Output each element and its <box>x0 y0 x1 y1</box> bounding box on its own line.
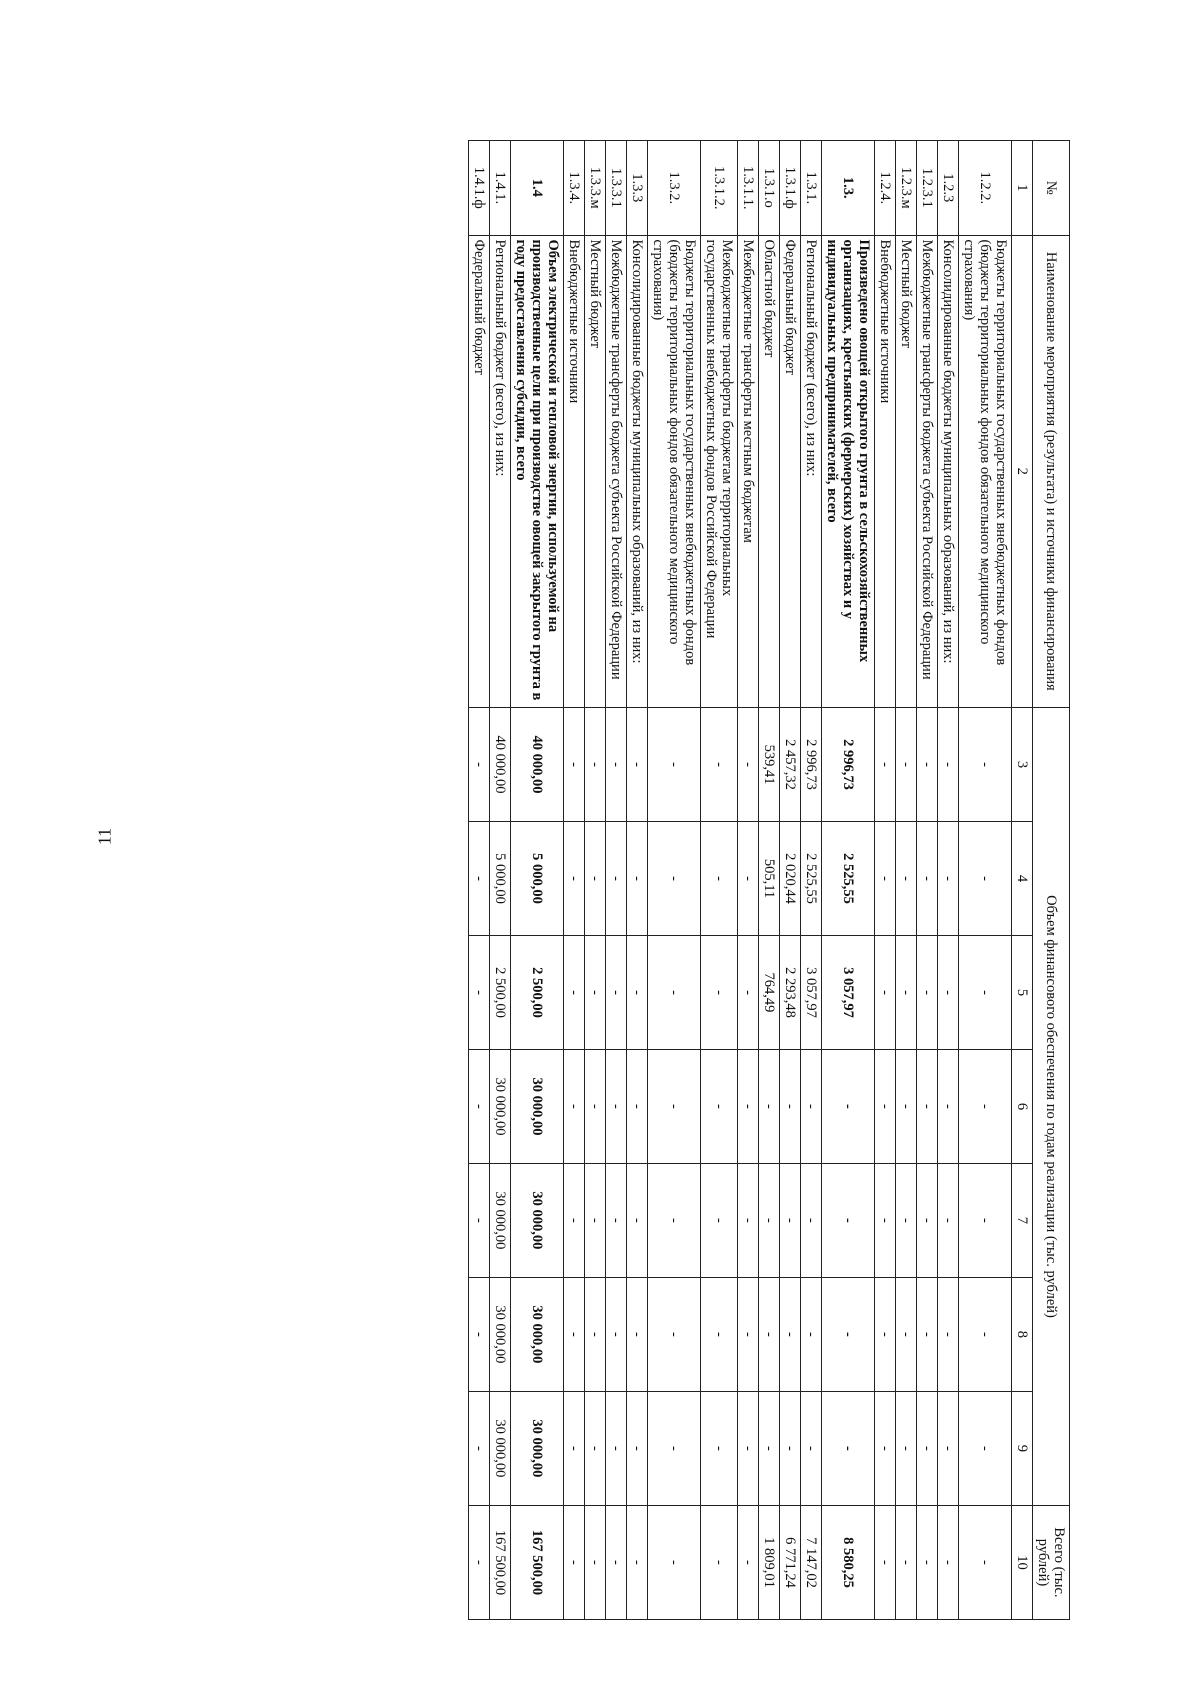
row-value: - <box>648 708 701 822</box>
row-code: 1.3.1.1. <box>738 141 759 236</box>
table-body <box>469 141 1033 1620</box>
row-value: - <box>896 1505 917 1619</box>
row-value: - <box>896 1277 917 1391</box>
row-value: - <box>585 936 606 1050</box>
table-row <box>822 141 875 1620</box>
row-value: - <box>469 1505 490 1619</box>
row-value: 2 996,73 <box>801 708 822 822</box>
row-value: 2 500,00 <box>511 936 564 1050</box>
row-value: - <box>738 1163 759 1277</box>
row-name: Областной бюджет <box>759 235 780 708</box>
row-name: Федеральный бюджет <box>780 235 801 708</box>
row-value: - <box>917 1277 938 1391</box>
row-value: - <box>938 1391 959 1505</box>
row-value: 30 000,00 <box>511 1277 564 1391</box>
row-value: - <box>564 1391 585 1505</box>
row-value: - <box>738 936 759 1050</box>
row-value: - <box>959 1277 1012 1391</box>
header-no: № <box>1033 141 1070 236</box>
row-value: - <box>627 708 648 822</box>
row-value: - <box>917 1163 938 1277</box>
row-name: Местный бюджет <box>896 235 917 708</box>
row-value: - <box>627 1505 648 1619</box>
row-value: - <box>648 1391 701 1505</box>
row-value: - <box>938 708 959 822</box>
row-value: 30 000,00 <box>511 1391 564 1505</box>
row-value: - <box>627 1277 648 1391</box>
row-name: Объем электрической и тепловой энергии, используемой на производственные цели при производстве овощей закрытого грунта в году предоставления субсидии, всего <box>511 235 564 708</box>
row-value: 2 020,44 <box>780 822 801 936</box>
row-value: - <box>917 822 938 936</box>
row-code: 1.2.3.1 <box>917 141 938 236</box>
row-name: Межбюджетные трансферты бюджетам территориальных государственных внебюджетных фондов Российской Федерации <box>701 235 738 708</box>
row-value: - <box>822 1163 875 1277</box>
row-value: 8 580,25 <box>822 1505 875 1619</box>
row-code: 1.2.2. <box>959 141 1012 236</box>
index-cell: 1 <box>1012 141 1033 236</box>
index-cell: 5 <box>1012 936 1033 1050</box>
row-code: 1.3.1.ф <box>780 141 801 236</box>
row-value: - <box>648 1049 701 1163</box>
index-cell: 4 <box>1012 822 1033 936</box>
column-index-row <box>1012 141 1033 1620</box>
row-value: - <box>469 1391 490 1505</box>
row-value: - <box>627 1391 648 1505</box>
row-value: - <box>917 1049 938 1163</box>
financing-table <box>468 140 1070 1620</box>
row-value: - <box>564 1277 585 1391</box>
row-value: 30 000,00 <box>511 1163 564 1277</box>
row-name: Внебюджетные источники <box>564 235 585 708</box>
row-value: - <box>938 1049 959 1163</box>
row-value: - <box>875 1505 896 1619</box>
row-value: - <box>875 708 896 822</box>
row-value: - <box>738 1505 759 1619</box>
table-row <box>875 141 896 1620</box>
row-value: - <box>780 1391 801 1505</box>
row-value: - <box>701 1163 738 1277</box>
row-value: - <box>469 822 490 936</box>
row-value: - <box>648 1505 701 1619</box>
row-value: 30 000,00 <box>490 1049 511 1163</box>
row-value: - <box>648 1277 701 1391</box>
row-code: 1.4.1.ф <box>469 141 490 236</box>
table-row <box>938 141 959 1620</box>
row-value: - <box>564 822 585 936</box>
row-value: - <box>938 1277 959 1391</box>
table-row <box>701 141 738 1620</box>
row-value: - <box>469 708 490 822</box>
row-value: 2 996,73 <box>822 708 875 822</box>
row-code: 1.4.1. <box>490 141 511 236</box>
row-value: - <box>822 1049 875 1163</box>
row-value: - <box>585 708 606 822</box>
table-row <box>738 141 759 1620</box>
row-value: - <box>701 822 738 936</box>
row-value: - <box>959 1163 1012 1277</box>
row-name: Внебюджетные источники <box>875 235 896 708</box>
row-value: - <box>875 1049 896 1163</box>
row-value: - <box>701 1277 738 1391</box>
row-code: 1.3. <box>822 141 875 236</box>
row-value: - <box>917 1391 938 1505</box>
row-value: 2 293,48 <box>780 936 801 1050</box>
row-code: 1.3.3 <box>627 141 648 236</box>
index-cell: 6 <box>1012 1049 1033 1163</box>
row-value: 167 500,00 <box>511 1505 564 1619</box>
row-value: - <box>780 1049 801 1163</box>
row-value: - <box>917 708 938 822</box>
row-value: 2 525,55 <box>822 822 875 936</box>
row-code: 1.3.4. <box>564 141 585 236</box>
row-value: - <box>564 1049 585 1163</box>
row-value: - <box>896 708 917 822</box>
row-value: - <box>606 1277 627 1391</box>
row-value: 539,41 <box>759 708 780 822</box>
row-value: 167 500,00 <box>490 1505 511 1619</box>
row-value: - <box>801 1277 822 1391</box>
row-value: - <box>585 1163 606 1277</box>
row-name: Межбюджетные трансферты бюджета субъекта Российской Федерации <box>606 235 627 708</box>
row-value: - <box>801 1163 822 1277</box>
row-value: - <box>627 1163 648 1277</box>
index-cell: 7 <box>1012 1163 1033 1277</box>
index-cell: 10 <box>1012 1505 1033 1619</box>
row-name: Консолидированные бюджеты муниципальных образований, из них: <box>938 235 959 708</box>
row-value: - <box>959 936 1012 1050</box>
row-code: 1.3.1.о <box>759 141 780 236</box>
row-value: 7 147,02 <box>801 1505 822 1619</box>
header-volume: Объем финансового обеспечения по годам реализации (тыс. рублей) <box>1033 708 1070 1506</box>
row-value: - <box>938 822 959 936</box>
row-value: - <box>585 1505 606 1619</box>
row-value: - <box>801 1391 822 1505</box>
table-row <box>585 141 606 1620</box>
table-row <box>648 141 701 1620</box>
row-value: - <box>938 1505 959 1619</box>
row-value: - <box>606 708 627 822</box>
row-value: - <box>822 1277 875 1391</box>
row-value: - <box>938 936 959 1050</box>
row-value: - <box>606 822 627 936</box>
row-name: Бюджеты территориальных государственных внебюджетных фондов (бюджеты территориальных фондов обязательного медицинского страхования) <box>959 235 1012 708</box>
row-name: Межбюджетные трансферты бюджета субъекта Российской Федерации <box>917 235 938 708</box>
row-name: Региональный бюджет (всего), из них: <box>801 235 822 708</box>
row-value: 30 000,00 <box>490 1277 511 1391</box>
row-value: - <box>648 1163 701 1277</box>
row-value: - <box>469 936 490 1050</box>
row-value: - <box>701 1391 738 1505</box>
row-value: - <box>959 1049 1012 1163</box>
row-value: - <box>917 936 938 1050</box>
row-value: - <box>627 1049 648 1163</box>
row-value: - <box>959 1505 1012 1619</box>
row-code: 1.2.3.м <box>896 141 917 236</box>
header-total: Всего (тыс. рублей) <box>1033 1505 1070 1619</box>
row-value: 2 500,00 <box>490 936 511 1050</box>
table-row <box>606 141 627 1620</box>
row-value: 2 457,32 <box>780 708 801 822</box>
row-value: 30 000,00 <box>511 1049 564 1163</box>
row-value: - <box>759 1277 780 1391</box>
row-code: 1.4 <box>511 141 564 236</box>
index-cell: 3 <box>1012 708 1033 822</box>
row-value: - <box>959 1391 1012 1505</box>
row-code: 1.3.1.2. <box>701 141 738 236</box>
row-value: - <box>606 1505 627 1619</box>
row-value: - <box>738 1277 759 1391</box>
table-row <box>469 141 490 1620</box>
header-row <box>1033 141 1070 1620</box>
row-value: - <box>896 1049 917 1163</box>
row-value: - <box>896 1391 917 1505</box>
index-cell: 9 <box>1012 1391 1033 1505</box>
row-value: 40 000,00 <box>490 708 511 822</box>
row-value: - <box>606 1163 627 1277</box>
row-value: 3 057,97 <box>801 936 822 1050</box>
row-value: - <box>780 1277 801 1391</box>
row-value: 505,11 <box>759 822 780 936</box>
row-value: - <box>759 1391 780 1505</box>
row-code: 1.3.2. <box>648 141 701 236</box>
row-value: - <box>585 822 606 936</box>
row-value: 30 000,00 <box>490 1163 511 1277</box>
row-value: - <box>822 1391 875 1505</box>
row-value: - <box>564 936 585 1050</box>
row-value: - <box>469 1163 490 1277</box>
row-value: - <box>875 822 896 936</box>
row-value: - <box>564 708 585 822</box>
row-value: 40 000,00 <box>511 708 564 822</box>
row-value: - <box>959 822 1012 936</box>
row-value: - <box>469 1049 490 1163</box>
row-value: - <box>606 1049 627 1163</box>
row-value: - <box>917 1505 938 1619</box>
row-value: 764,49 <box>759 936 780 1050</box>
row-code: 1.3.1. <box>801 141 822 236</box>
row-value: - <box>648 822 701 936</box>
row-value: - <box>469 1277 490 1391</box>
row-value: - <box>738 822 759 936</box>
row-value: - <box>701 936 738 1050</box>
row-name: Межбюджетные трансферты местным бюджетам <box>738 235 759 708</box>
table-row <box>511 141 564 1620</box>
row-value: 3 057,97 <box>822 936 875 1050</box>
row-value: - <box>875 936 896 1050</box>
table-row <box>959 141 1012 1620</box>
table-row <box>780 141 801 1620</box>
row-code: 1.3.3.м <box>585 141 606 236</box>
row-name: Произведено овощей открытого грунта в сельскохозяйственных организациях, крестьянских (фермерских) хозяйствах и у индивидуальных предпринимателей, всего <box>822 235 875 708</box>
page-number: 11 <box>94 827 115 846</box>
row-value: - <box>738 1049 759 1163</box>
row-value: - <box>959 708 1012 822</box>
row-value: 5 000,00 <box>490 822 511 936</box>
row-value: - <box>701 708 738 822</box>
row-value: 2 525,55 <box>801 822 822 936</box>
row-value: 5 000,00 <box>511 822 564 936</box>
row-value: - <box>875 1163 896 1277</box>
row-value: - <box>875 1277 896 1391</box>
row-value: - <box>627 822 648 936</box>
row-name: Федеральный бюджет <box>469 235 490 708</box>
row-value: - <box>585 1277 606 1391</box>
row-value: - <box>896 822 917 936</box>
row-value: - <box>606 1391 627 1505</box>
row-code: 1.2.3 <box>938 141 959 236</box>
row-value: 6 771,24 <box>780 1505 801 1619</box>
table-row <box>490 141 511 1620</box>
row-value: - <box>585 1049 606 1163</box>
table-row <box>801 141 822 1620</box>
row-value: - <box>627 936 648 1050</box>
row-value: - <box>759 1049 780 1163</box>
table-row <box>917 141 938 1620</box>
row-code: 1.3.3.1 <box>606 141 627 236</box>
row-value: - <box>648 936 701 1050</box>
table-row <box>627 141 648 1620</box>
row-value: - <box>738 708 759 822</box>
row-name: Консолидированные бюджеты муниципальных образований, из них: <box>627 235 648 708</box>
row-value: - <box>564 1163 585 1277</box>
row-value: - <box>875 1391 896 1505</box>
row-value: 1 809,01 <box>759 1505 780 1619</box>
row-value: - <box>564 1505 585 1619</box>
row-value: 30 000,00 <box>490 1391 511 1505</box>
row-value: - <box>738 1391 759 1505</box>
rotated-table-container <box>135 140 1070 1620</box>
row-name: Бюджеты территориальных государственных внебюджетных фондов (бюджеты территориальных фондов обязательного медицинского страхования) <box>648 235 701 708</box>
row-value: - <box>938 1163 959 1277</box>
row-value: - <box>759 1163 780 1277</box>
row-value: - <box>606 936 627 1050</box>
row-value: - <box>896 1163 917 1277</box>
row-name: Региональный бюджет (всего), из них: <box>490 235 511 708</box>
row-value: - <box>585 1391 606 1505</box>
row-value: - <box>780 1163 801 1277</box>
header-name: Наименование мероприятия (результата) и источники финансирования <box>1033 235 1070 708</box>
row-value: - <box>896 936 917 1050</box>
table-row <box>896 141 917 1620</box>
row-value: - <box>701 1505 738 1619</box>
table-row <box>564 141 585 1620</box>
row-code: 1.2.4. <box>875 141 896 236</box>
table-row <box>759 141 780 1620</box>
row-value: - <box>701 1049 738 1163</box>
index-cell: 2 <box>1012 235 1033 708</box>
row-value: - <box>801 1049 822 1163</box>
row-name: Местный бюджет <box>585 235 606 708</box>
index-cell: 8 <box>1012 1277 1033 1391</box>
